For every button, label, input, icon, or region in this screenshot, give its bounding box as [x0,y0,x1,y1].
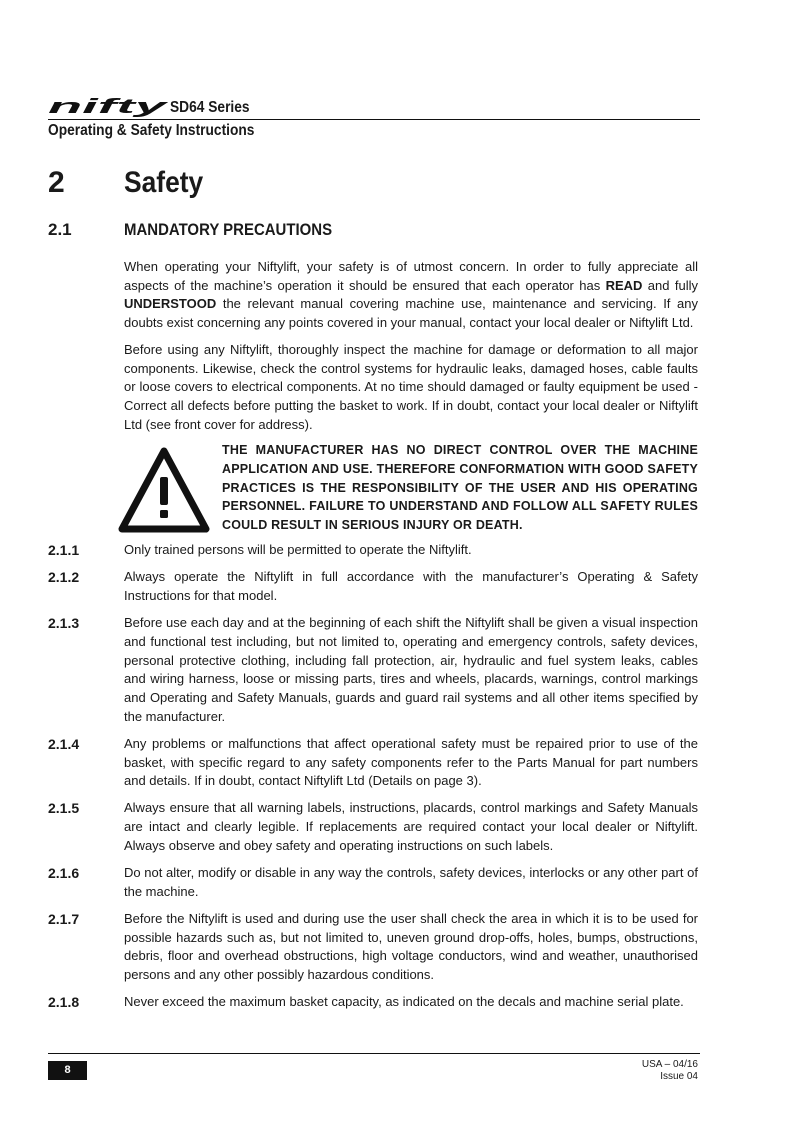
item-number: 2.1.8 [48,994,80,1011]
item-number: 2.1.1 [48,542,80,558]
item-number: 2.1.2 [48,569,80,586]
edition-date: USA – 04/16 [641,1059,698,1070]
document-subtitle: Operating & Safety Instructions [48,122,255,139]
list-item [48,993,700,1012]
item-text: Before the Niftylift is used and during use the user shall check the area in which it is to be used for possible hazards such as, but not limited to, uneven ground drop-offs, holes, bumps, obstructions, debris, floor and overhead obstructions, high voltage conductors, wind and weather, unauthorised persons and any other possibly hazardous conditions. [124,910,698,983]
bold-read: READ [605,277,643,293]
list-item [48,541,700,560]
item-number: 2.1.5 [48,800,80,817]
intro-paragraph-2: Before using any Niftylift, thoroughly inspect the machine for damage or deformation to all major components. Likewise, check the control systems for hydraulic leaks, damaged hoses, cable faults or loose covers to electrical components. At no time should damaged or faulty equipment be used - Correct all defects before putting the basket to work. If in doubt, contact your local dealer or Niftylift Ltd (see front cover for address). [124,342,698,432]
intro-text: the relevant manual covering machine use, maintenance and servicing. If any doubts exist concerning any points covered in your manual, contact your local dealer or Niftylift Ltd. [124,296,698,331]
warning-triangle-icon [118,447,210,533]
page-header [48,95,700,140]
footer-divider [48,1053,700,1054]
page-number: 8 [48,1061,87,1080]
chapter-number: 2 [48,166,65,199]
item-text: Before use each day and at the beginning of each shift the Niftylift shall be given a visual inspection and functional test including, but not limited to, operating and emergency controls, safety devices, personal protective clothing, including fall protection, air, hydraulic and fuel system leaks, cables and wiring harness, loose or missing parts, tires and wheels, placards, warnings, control markings and Operating and Safety Manuals, guards and guard rail systems and all other items specified by the manufacturer. [124,615,698,724]
intro-paragraph-1 [124,258,698,333]
page-footer [48,1053,700,1082]
intro-text: When operating your Niftylift, your safety is of utmost concern. In order to fully appreciate all aspects of the machine’s operation it should be ensured that each operator has [124,259,698,293]
bold-understood: UNDERSTOOD [124,296,217,312]
item-text: Never exceed the maximum basket capacity, as indicated on the decals and machine serial plate. [124,994,684,1010]
chapter-heading [48,166,214,200]
item-text: Always operate the Niftylift in full accordance with the manufacturer’s Operating & Safety Instructions for that model. [124,569,698,603]
niftylift-logo [48,97,168,117]
warning-text: THE MANUFACTURER HAS NO DIRECT CONTROL OVER THE MACHINE APPLICATION AND USE. THEREFORE CONFORMATION WITH GOOD SAFETY PRACTICES IS THE RESPONSIBILITY OF THE USER AND HIS OPERATING PERSONNEL. FAILURE TO UNDERSTAND AND FOLLOW ALL SAFETY RULES COULD RESULT IN SERIOUS INJURY OR DEATH. [222,443,698,533]
item-text: Only trained persons will be permitted to operate the Niftylift. [124,542,472,557]
chapter-title: Safety [124,166,204,199]
list-item [48,799,700,855]
list-item [48,568,700,605]
section-heading [48,220,360,240]
item-number: 2.1.3 [48,615,80,632]
item-number: 2.1.6 [48,865,80,882]
precautions-list [48,541,700,1020]
section-title: MANDATORY PRECAUTIONS [124,220,333,239]
intro-text: and fully [642,277,698,293]
item-text: Do not alter, modify or disable in any way the controls, safety devices, interlocks or any other part of the machine. [124,865,698,899]
brand-row [48,95,700,117]
series-title: SD64 Series [170,99,250,116]
header-divider [48,119,700,120]
issue-number: Issue 04 [660,1071,698,1082]
item-number: 2.1.7 [48,910,80,927]
list-item [48,735,700,791]
list-item [48,864,700,901]
item-text: Any problems or malfunctions that affect operational safety must be repaired prior to use of the basket, with specific regard to any safety components refer to the Parts Manual for part numbers and details. If in doubt, contact Niftylift Ltd (Details on page 3). [124,735,698,789]
item-text: Always ensure that all warning labels, instructions, placards, control markings and Safety Manuals are intact and clearly legible. If replacements are required contact your local dealer or Niftylift. Always observe and obey safety and operating instructions on such labels. [124,800,698,853]
warning-box [118,441,700,535]
list-item [48,910,700,985]
footer-edition [642,1059,698,1083]
section-number: 2.1 [48,220,72,239]
item-number: 2.1.4 [48,735,80,752]
list-item [48,614,700,726]
logo-wordmark: nifty [48,97,168,117]
